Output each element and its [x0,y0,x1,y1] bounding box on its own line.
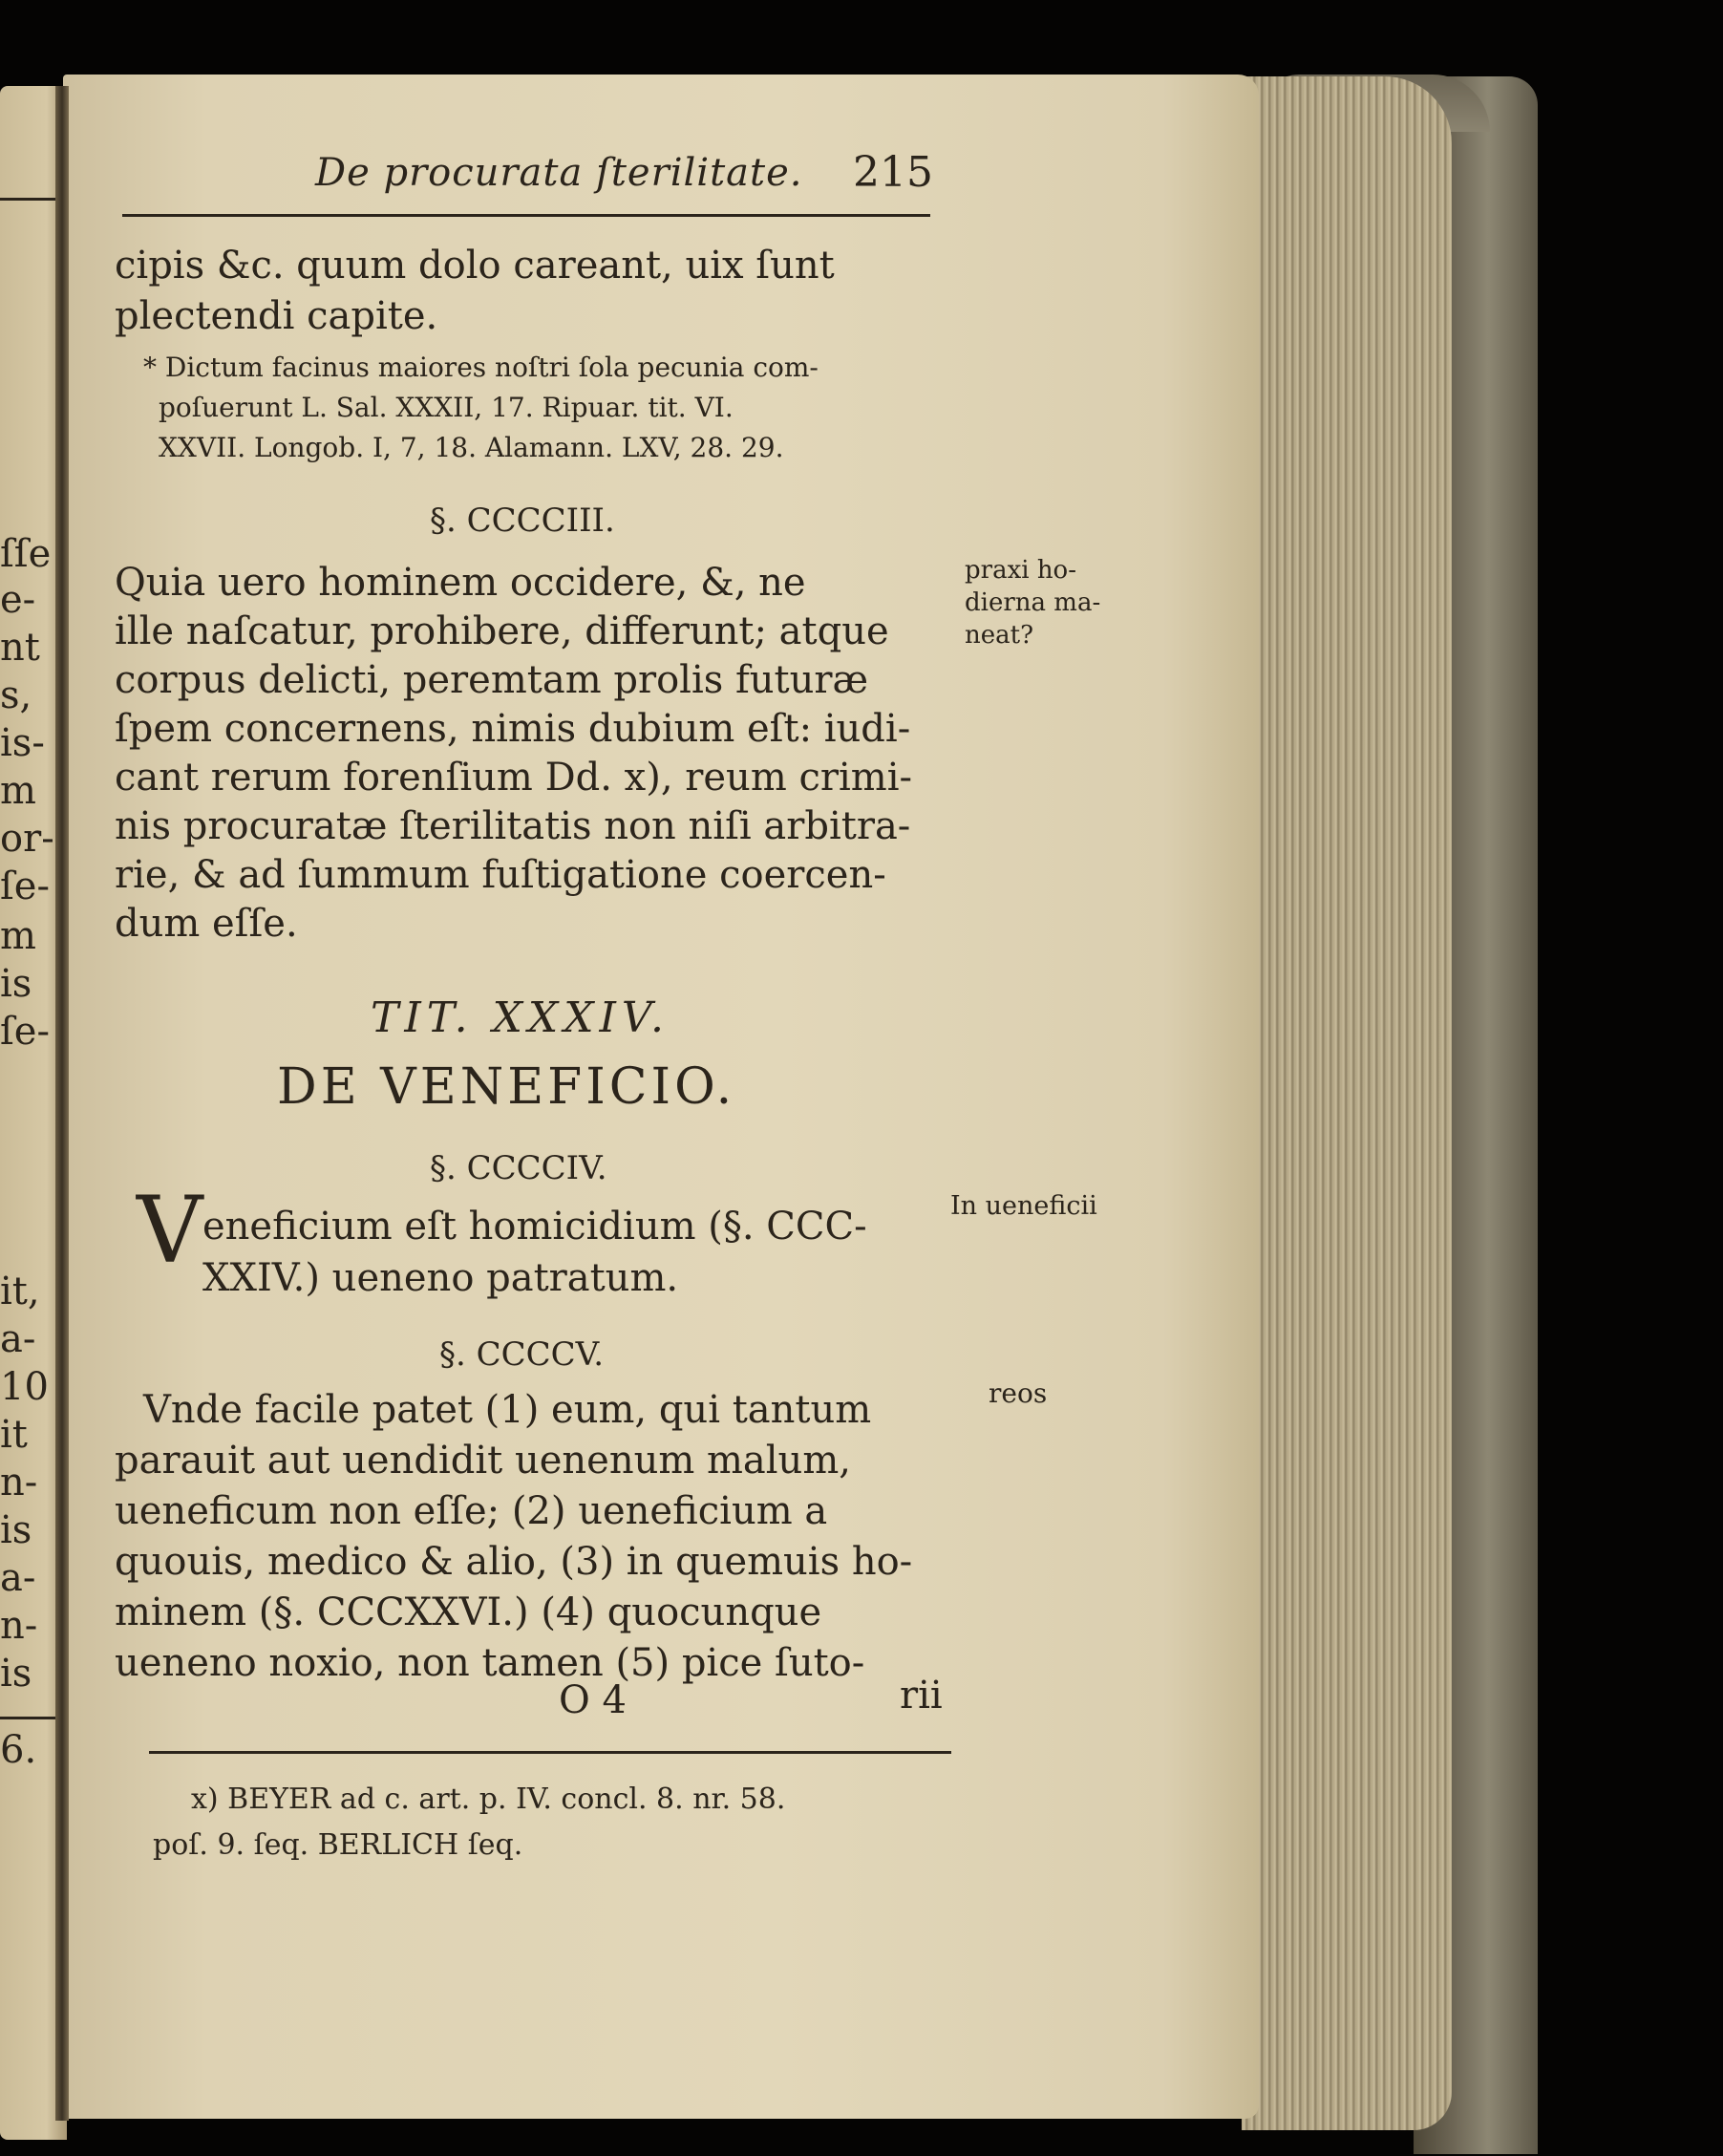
facing-page-fragment: it, [0,1270,40,1313]
text-line: minem (§. CCCXXVI.) (4) quocunque [115,1590,822,1634]
facing-page-fragment: m [0,914,36,958]
facing-page-fragment: is [0,1652,32,1696]
sidenote-line: neat? [965,621,1034,650]
section-body [202,1201,867,1304]
running-title: De procurata ſterilitate. [315,151,803,195]
drop-initial: V [137,1177,203,1284]
facing-page-fragment: is [0,1508,32,1552]
facing-page-fragment: s, [0,673,32,717]
text-line: XXIV.) ueneno patratum. [202,1256,679,1300]
facing-page-fragment: or- [0,817,54,861]
text-line: quouis, medico & alio, (3) in quemuis ho- [115,1540,913,1584]
text-line: Vnde facile patet (1) eum, qui tantum [143,1388,872,1432]
text-line: ueneno noxio, non tamen (5) pice ſuto- [115,1641,865,1685]
facing-page-fragment: e- [0,578,36,622]
text-line: ille naſcatur, prohibere, differunt; atque [115,609,889,653]
note-line: XXVII. Longob. I, 7, 18. Alamann. LXV, 28. 29. [159,432,784,463]
paragraph-continuation [115,241,835,342]
footnote-line: x) BEYER ad c. art. p. IV. concl. 8. nr. 58. [191,1782,786,1816]
facing-page-rule [0,1717,55,1719]
title-number: TIT. XXXIV. [371,993,670,1042]
facing-page-fragment: ſe- [0,1010,50,1054]
facing-page-fragment: is [0,962,32,1006]
text-line: rie, & ad ſummum fuſtigatione coercen- [115,853,886,897]
sidenote-line: praxi ho- [965,556,1076,585]
page-number: 215 [853,148,933,197]
facing-page-fragment: it [0,1413,28,1457]
facing-page-fragment: nt [0,626,40,670]
text-line: nis procuratæ ſterilitatis non niſi arbitra- [115,804,911,848]
facing-page-rule [0,198,55,201]
page-block-edges [1242,76,1452,2130]
text-line: Quia uero hominem occidere, &, ne [115,561,806,605]
text-line: cant rerum forenſium Dd. x), reum crimi- [115,756,913,800]
note-line: * Dictum facinus maiores noſtri ſola pecunia com- [143,352,819,383]
text-line: ſpem concernens, nimis dubium eſt: iudi- [115,707,911,751]
facing-page-fragment: 10 [0,1365,49,1409]
section-body [115,1385,913,1689]
footnote [153,1777,785,1868]
marginal-note [143,348,819,468]
footnote-rule [149,1751,951,1754]
signature-mark: O 4 [559,1678,627,1722]
facing-page-fragment: a- [0,1556,36,1600]
header-rule [122,214,930,217]
text-line: eneficium eſt homicidium (§. CCC- [202,1205,867,1249]
text-line: plectendi capite. [115,294,438,338]
facing-page-fragment: n- [0,1461,38,1505]
sidenote [965,554,1100,651]
section-heading: §. CCCCV. [439,1335,605,1374]
facing-page-fragment: a- [0,1317,36,1361]
facing-page-fragment: ſe- [0,865,50,908]
facing-page-fragment: 6. [0,1728,37,1772]
note-line: poſuerunt L. Sal. XXXII, 17. Ripuar. tit. VI. [159,392,734,423]
facing-page-fragment: m [0,769,36,813]
text-line: dum eſſe. [115,902,298,946]
book-gutter [55,86,69,2121]
catchword: rii [900,1674,943,1718]
text-line: corpus delicti, peremtam prolis futuræ [115,658,869,702]
title-name: DE VENEFICIO. [277,1058,736,1116]
section-body [115,559,912,949]
sidenote: In ueneficii [950,1191,1097,1221]
text-line: cipis &c. quum dolo careant, uix ſunt [115,244,835,288]
section-heading: §. CCCCIII. [430,502,615,540]
section-heading: §. CCCCIV. [430,1149,607,1187]
text-line: parauit aut uendidit uenenum malum, [115,1439,851,1483]
facing-page-fragment: is- [0,721,45,765]
facing-page-fragment: ſſe [0,532,52,576]
footnote-line: poſ. 9. ſeq. BERLICH ſeq. [153,1828,523,1862]
sidenote: reos [989,1377,1048,1409]
text-line: ueneficum non eſſe; (2) ueneficium a [115,1489,828,1533]
facing-page-fragment: n- [0,1604,38,1648]
sidenote-line: dierna ma- [965,588,1101,617]
